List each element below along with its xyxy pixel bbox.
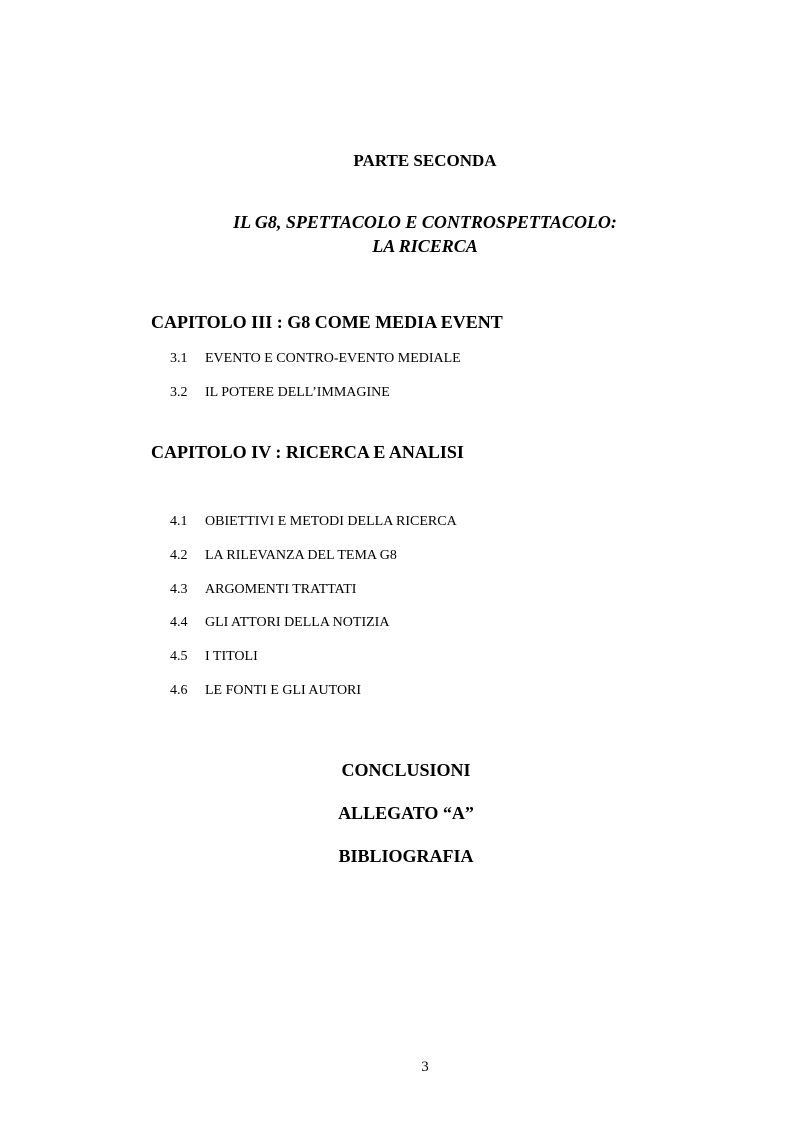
chapter-4-title: CAPITOLO IV : RICERCA E ANALISI [151,442,464,462]
section-label: OBIETTIVI E METODI DELLA RICERCA [205,514,457,529]
toc-entry-3-1 [170,350,461,368]
section-label: LA RILEVANZA DEL TEMA G8 [205,548,397,563]
section-number: 4.3 [170,582,188,597]
conclusions-heading: CONCLUSIONI [341,760,471,780]
toc-entry-3-2 [170,384,390,402]
bibliography-heading: BIBLIOGRAFIA [338,846,474,866]
toc-entry-4-2 [170,547,397,565]
part-subtitle-line-2: LA RICERCA [372,236,478,256]
appendix-heading: ALLEGATO “A” [338,803,474,823]
page-number: 3 [421,1059,429,1075]
section-label: GLI ATTORI DELLA NOTIZIA [205,615,390,630]
section-number: 3.2 [170,385,188,400]
section-label: ARGOMENTI TRATTATI [205,582,357,597]
section-label: EVENTO E CONTRO-EVENTO MEDIALE [205,351,461,366]
section-label: IL POTERE DELL’IMMAGINE [205,385,390,400]
toc-entry-4-5 [170,648,258,666]
part-subtitle-line-1: IL G8, SPETTACOLO E CONTROSPETTACOLO: [233,212,617,232]
section-number: 3.1 [170,351,188,366]
section-number: 4.4 [170,615,188,630]
section-number: 4.2 [170,548,188,563]
section-number: 4.1 [170,514,188,529]
section-label: I TITOLI [205,649,258,664]
part-title: PARTE SECONDA [353,151,497,170]
part-subtitle [0,210,793,258]
section-number: 4.6 [170,683,188,698]
section-number: 4.5 [170,649,188,664]
section-label: LE FONTI E GLI AUTORI [205,683,362,698]
toc-entry-4-1 [170,513,457,531]
toc-entry-4-3 [170,581,356,599]
chapter-3-title: CAPITOLO III : G8 COME MEDIA EVENT [151,312,503,332]
toc-entry-4-4 [170,614,389,632]
toc-entry-4-6 [170,682,361,700]
